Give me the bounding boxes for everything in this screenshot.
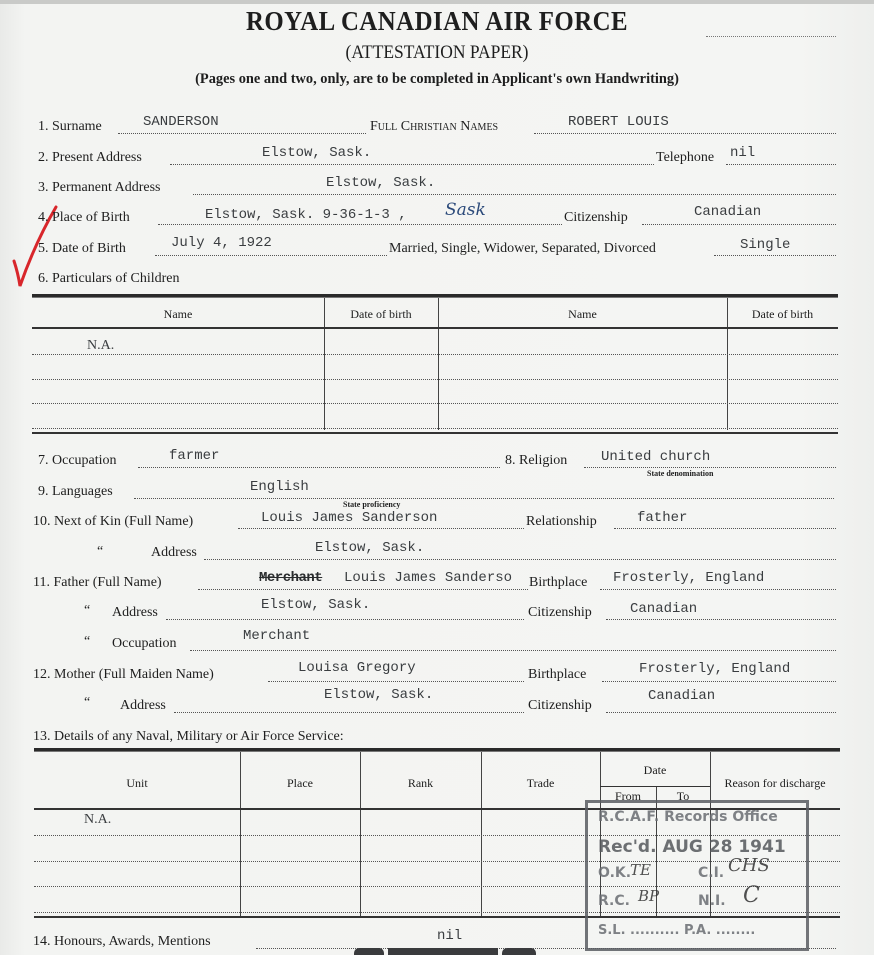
children-row-line [32, 379, 838, 380]
children-header-name: Name [163, 307, 193, 321]
father-name-line [198, 589, 528, 590]
mother-address-line [174, 712, 524, 713]
place-of-birth-value[interactable]: Elstow, Sask. 9-36-1-3 , [205, 207, 407, 223]
next-of-kin-line [238, 528, 524, 529]
father-occupation-value[interactable]: Merchant [243, 628, 311, 644]
records-office-stamp [585, 800, 809, 951]
religion-note: State denomination [647, 469, 714, 478]
stamp-ni-initials: C [743, 883, 760, 908]
place-of-birth-line [158, 224, 562, 225]
reference-number-line [706, 36, 836, 37]
children-header-dob: Date of birth [350, 307, 412, 321]
ditto-mark: “ [97, 544, 104, 559]
mother-birthplace-line [602, 681, 836, 682]
languages-label: 9. Languages [38, 484, 113, 499]
mother-citizenship-line [606, 712, 836, 713]
christian-names-value[interactable]: ROBERT LOUIS [568, 114, 669, 130]
mother-citizenship-label: Citizenship [528, 698, 592, 713]
ditto-mark: “ [84, 634, 91, 649]
service-table-top-rule-2 [34, 751, 840, 752]
occupation-label: 7. Occupation [38, 453, 117, 468]
relationship-value[interactable]: father [637, 510, 688, 526]
telephone-value[interactable]: nil [730, 145, 756, 161]
marital-status-label: Married, Single, Widower, Separated, Divorced [389, 241, 656, 256]
present-address-value[interactable]: Elstow, Sask. [262, 145, 372, 161]
father-name-value[interactable]: Louis James Sanderso [344, 570, 513, 586]
children-table-top-rule-2 [32, 297, 838, 298]
service-header-rank: Rank [407, 776, 434, 790]
honours-value[interactable]: nil [437, 928, 463, 944]
stamp-rc-initials: BP [638, 887, 660, 905]
service-header-unit: Unit [126, 776, 148, 790]
permanent-address-label: 3. Permanent Address [38, 180, 161, 195]
next-of-kin-address-value[interactable]: Elstow, Sask. [315, 540, 425, 556]
father-citizenship-value[interactable]: Canadian [630, 601, 698, 617]
stamp-office: R.C.A.F. Records Office [598, 809, 778, 825]
form-subtitle: (ATTESTATION PAPER) [345, 42, 529, 63]
handwritten-annotation: Sask [445, 200, 486, 220]
occupation-value[interactable]: farmer [169, 448, 220, 464]
mother-name-line [268, 681, 524, 682]
christian-names-line [534, 133, 836, 134]
honours-label: 14. Honours, Awards, Mentions [33, 934, 211, 949]
children-table-bottom-rule [32, 432, 838, 434]
service-header-date: Date [643, 763, 667, 777]
children-header-dob-2: Date of birth [751, 307, 814, 321]
father-citizenship-label: Citizenship [528, 605, 592, 620]
mother-birthplace-value[interactable]: Frosterly, England [639, 661, 791, 677]
surname-value[interactable]: SANDERSON [143, 114, 219, 130]
stamp-ci-initials: CHS [728, 855, 770, 876]
father-address-label: Address [112, 605, 158, 620]
date-of-birth-value[interactable]: July 4, 1922 [171, 235, 272, 251]
father-name-struck: Merchant [259, 570, 323, 586]
surname-label: 1. Surname [38, 119, 102, 134]
religion-value[interactable]: United church [601, 449, 711, 465]
top-shadow [0, 0, 874, 4]
present-address-line [170, 164, 654, 165]
place-of-birth-label: 4. Place of Birth [38, 210, 130, 225]
mother-birthplace-label: Birthplace [528, 667, 587, 682]
service-header-trade: Trade [526, 776, 555, 790]
stamp-rc: R.C. [598, 893, 630, 909]
next-of-kin-address-line [204, 559, 836, 560]
father-birthplace-line [600, 589, 836, 590]
stamp-ok: O.K. [598, 865, 632, 881]
stamp-ni: N.I. [698, 893, 726, 909]
father-address-line [166, 619, 524, 620]
service-header-place: Place [287, 776, 313, 790]
telephone-label: Telephone [656, 150, 715, 165]
citizenship-line [642, 224, 836, 225]
telephone-line [726, 164, 836, 165]
ditto-mark: “ [84, 603, 91, 618]
service-header-to: To [676, 789, 690, 803]
service-label: 13. Details of any Naval, Military or Air Force Service: [33, 729, 344, 744]
father-name-label: 11. Father (Full Name) [33, 575, 162, 590]
form-instruction: (Pages one and two, only, are to be completed in Applicant's own Handwriting) [195, 71, 679, 87]
next-of-kin-address-label: Address [151, 545, 197, 560]
service-row-unit[interactable]: N.A. [84, 812, 112, 827]
permanent-address-value[interactable]: Elstow, Sask. [326, 175, 436, 191]
languages-value[interactable]: English [250, 479, 309, 495]
religion-line [584, 467, 836, 468]
children-header-rule [32, 327, 838, 329]
service-header-reason: Reason for discharge [724, 776, 826, 790]
children-row-name[interactable]: N.A. [87, 338, 115, 353]
mother-address-label: Address [120, 698, 166, 713]
father-birthplace-value[interactable]: Frosterly, England [613, 570, 765, 586]
father-occupation-line [190, 650, 836, 651]
next-of-kin-label: 10. Next of Kin (Full Name) [33, 514, 194, 529]
father-birthplace-label: Birthplace [529, 575, 588, 590]
viewer-toolbar-button[interactable] [354, 948, 384, 955]
permanent-address-line [193, 194, 836, 195]
next-of-kin-value[interactable]: Louis James Sanderson [261, 510, 438, 526]
marital-status-line [714, 255, 836, 256]
mother-citizenship-value[interactable]: Canadian [648, 688, 716, 704]
father-address-value[interactable]: Elstow, Sask. [261, 597, 371, 613]
ditto-mark: “ [84, 695, 91, 710]
stamp-sl-pa: S.L. .......... P.A. ........ [598, 923, 756, 938]
father-occupation-label: Occupation [112, 636, 177, 651]
languages-line [134, 498, 834, 499]
citizenship-label: Citizenship [564, 210, 628, 225]
religion-label: 8. Religion [505, 453, 568, 468]
children-row-line [32, 403, 838, 404]
date-of-birth-line [155, 255, 387, 256]
viewer-toolbar-button[interactable] [502, 948, 536, 955]
christian-names-label: Full Christian Names [370, 119, 499, 134]
relationship-line [614, 528, 836, 529]
mother-address-value[interactable]: Elstow, Sask. [324, 687, 434, 703]
surname-line [118, 133, 366, 134]
service-date-rule [600, 786, 710, 787]
citizenship-value[interactable]: Canadian [694, 204, 762, 220]
mother-name-value[interactable]: Louisa Gregory [298, 660, 416, 676]
occupation-line [138, 467, 500, 468]
children-header-name-2: Name [568, 307, 597, 321]
stamp-ok-initials: TE [630, 861, 651, 879]
present-address-label: 2. Present Address [38, 150, 142, 165]
languages-note: State proficiency [343, 500, 401, 509]
form-title: ROYAL CANADIAN AIR FORCE [245, 6, 629, 36]
children-row-line [32, 428, 838, 429]
stamp-ci: C.I. [698, 865, 725, 881]
marital-status-value[interactable]: Single [740, 237, 791, 253]
mother-name-label: 12. Mother (Full Maiden Name) [33, 667, 214, 682]
viewer-toolbar-center[interactable] [388, 948, 498, 955]
stamp-received-date: Rec'd. AUG 28 1941 [598, 837, 786, 857]
children-row-line [32, 354, 838, 355]
children-label: 6. Particulars of Children [38, 271, 180, 286]
service-header-from: From [614, 789, 641, 803]
father-citizenship-line [606, 619, 836, 620]
relationship-label: Relationship [526, 514, 597, 529]
date-of-birth-label: 5. Date of Birth [38, 241, 126, 256]
